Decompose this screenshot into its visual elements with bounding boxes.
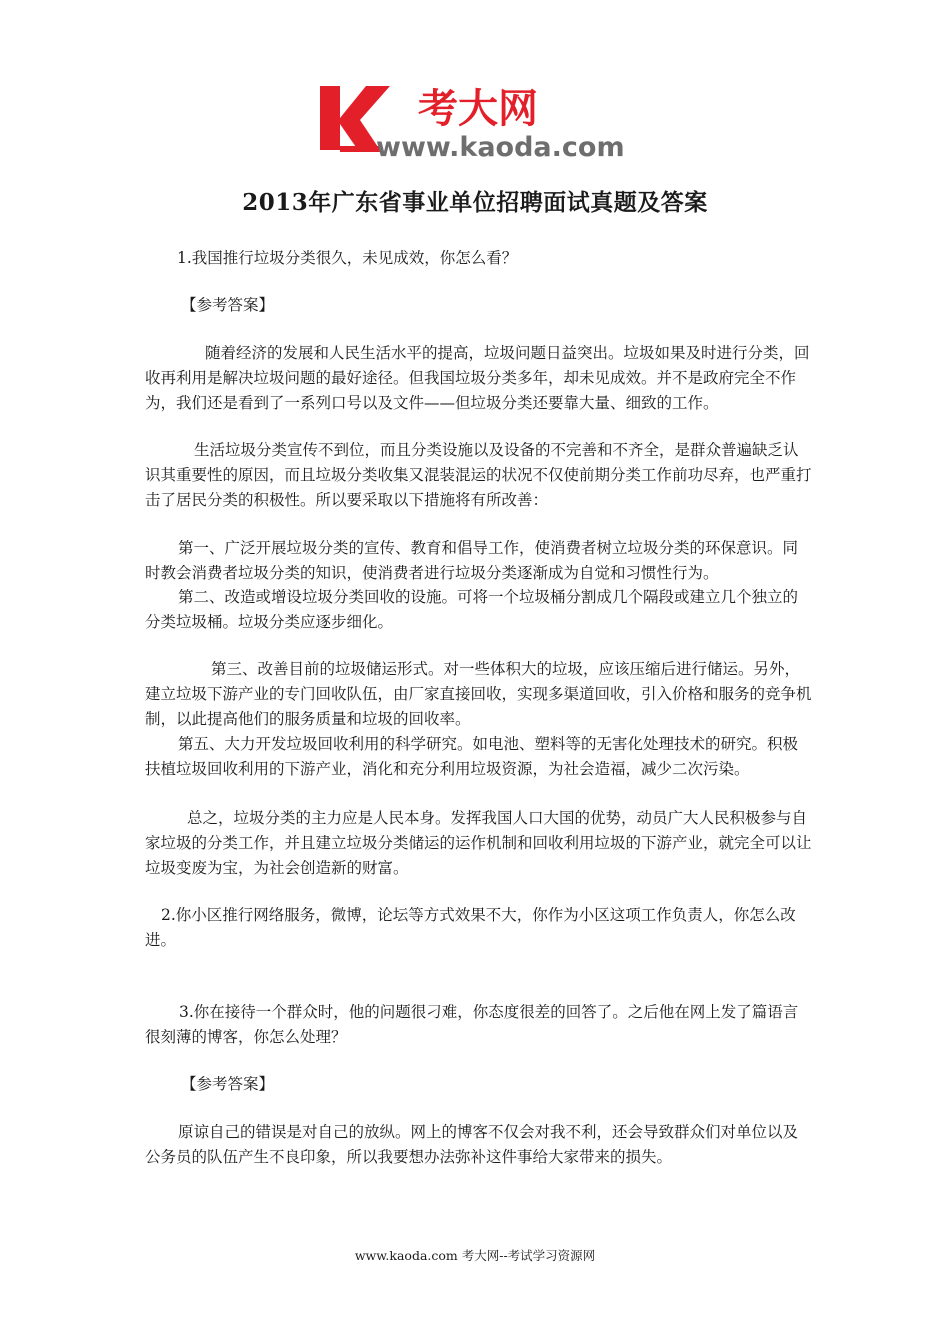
kaoda-logo bbox=[316, 78, 646, 162]
answer-1-measure-2: 第二、改造或增设垃圾分类回收的设施。可将一个垃圾桶分割成几个隔段或建立几个独立的分类垃圾桶。垃圾分类应逐步细化。 bbox=[145, 588, 799, 631]
kaoda-logo-mark bbox=[316, 78, 646, 162]
page-title: 2013年广东省事业单位招聘面试真题及答案 bbox=[242, 189, 708, 216]
answer-1-conclusion: 总之，垃圾分类的主力应是人民本身。发挥我国人口大国的优势，动员广大人民积极参与自家垃圾的分类工作，并且建立垃圾分类储运的运作机制和回收利用垃圾的下游产业，就完全可以让垃圾变废为宝，为社会创造新的财富。 bbox=[145, 809, 812, 877]
answer-1-measure-5: 第五、大力开发垃圾回收利用的科学研究。如电池、塑料等的无害化处理技术的研究。积极扶植垃圾回收利用的下游产业，消化和充分利用垃圾资源，为社会造福，减少二次污染。 bbox=[145, 735, 799, 778]
question-3: 3.你在接待一个群众时，他的问题很刁难，你态度很差的回答了。之后他在网上发了篇语言很刻薄的博客，你怎么处理？ bbox=[145, 1003, 799, 1046]
answer-1-paragraph-1: 随着经济的发展和人民生活水平的提高，垃圾问题日益突出。垃圾如果及时进行分类，回收再利用是解决垃圾问题的最好途径。但我国垃圾分类多年，却未见成效。并不是政府完全不作为，我们还是看到了一系列口号以及文件——但垃圾分类还要靠大量、细致的工作。 bbox=[145, 344, 810, 412]
answer-1-measure-1: 第一、广泛开展垃圾分类的宣传、教育和倡导工作，使消费者树立垃圾分类的环保意识。同时教会消费者垃圾分类的知识，使消费者进行垃圾分类逐渐成为自觉和习惯性行为。 bbox=[145, 539, 799, 582]
logo-brand-cn: 考大网 bbox=[418, 86, 538, 132]
answer-label-3: 【参考答案】 bbox=[181, 1075, 275, 1093]
answer-1-paragraph-2: 生活垃圾分类宣传不到位，而且分类设施以及设备的不完善和不齐全，是群众普遍缺乏认识其重要性的原因，而且垃圾分类收集又混装混运的状况不仅使前期分类工作前功尽弃，也严重打击了居民分类的积极性。所以要采取以下措施将有所改善： bbox=[145, 441, 812, 509]
page-footer: www.kaoda.com 考大网--考试学习资源网 bbox=[354, 1248, 596, 1263]
question-1: 1.我国推行垃圾分类很久，未见成效，你怎么看？ bbox=[177, 249, 518, 267]
logo-url: www.kaoda.com bbox=[376, 132, 625, 162]
answer-3-paragraph-1: 原谅自己的错误是对自己的放纵。网上的博客不仅会对我不利，还会导致群众们对单位以及公务员的队伍产生不良印象，所以我要想办法弥补这件事给大家带来的损失。 bbox=[145, 1123, 799, 1166]
answer-label-1: 【参考答案】 bbox=[181, 296, 275, 314]
question-2: 2.你小区推行网络服务，微博，论坛等方式效果不大，你作为小区这项工作负责人，你怎么改进。 bbox=[145, 906, 796, 949]
answer-1-measure-3: 第三、改善目前的垃圾储运形式。对一些体积大的垃圾，应该压缩后进行储运。另外，建立垃圾下游产业的专门回收队伍，由厂家直接回收，实现多渠道回收，引入价格和服务的竞争机制，以此提高他们的服务质量和垃圾的回收率。 bbox=[145, 660, 812, 728]
